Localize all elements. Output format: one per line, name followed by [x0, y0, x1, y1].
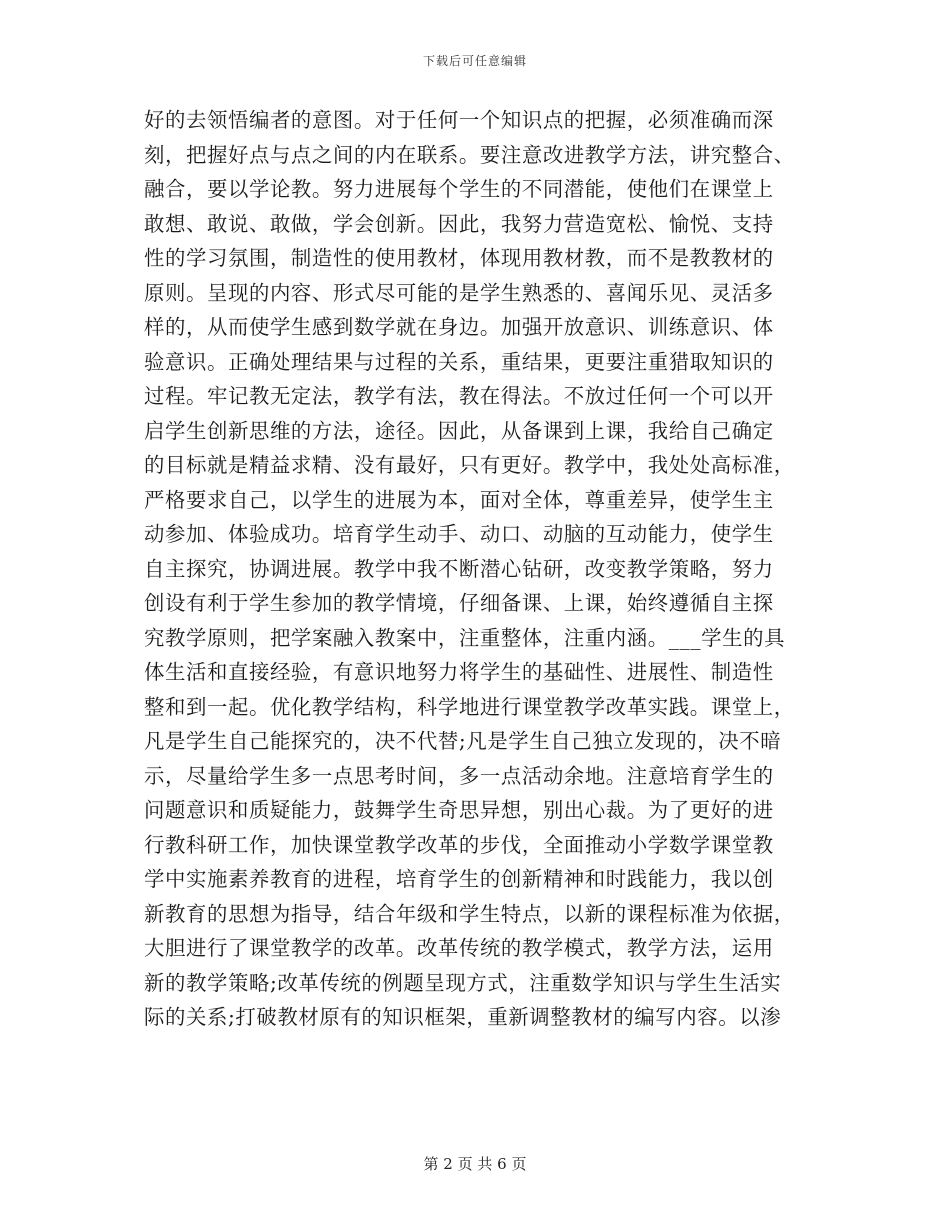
text-line: 新的教学策略;改革传统的例题呈现方式，注重数学知识与学生生活实: [144, 970, 782, 995]
body-text: [144, 103, 828, 1035]
text-line: 示，尽量给学生多一点思考时间，多一点活动余地。注意培育学生的: [144, 763, 774, 788]
text-line: 严格要求自己，以学生的进展为本，面对全体，尊重差异，使学生主: [144, 487, 774, 512]
text-line: 究教学原则，把学案融入教案中，注重整体，注重内涵。___学生的具: [144, 625, 786, 650]
text-line: 的目标就是精益求精、没有最好，只有更好。教学中，我处处高标准，: [144, 453, 795, 477]
text-line: 际的关系;打破教材原有的知识框架，重新调整教材的编写内容。以渗: [144, 1005, 782, 1029]
text-line: 性的学习氛围，制造性的使用教材，体现用教材教，而不是教教材的: [144, 246, 774, 270]
text-line: 学中实施素养教育的进程，培育学生的创新精神和时践能力，我以创: [144, 867, 774, 891]
text-line: 行教科研工作，加快课堂教学改革的步伐，全面推动小学数学课堂教: [144, 832, 774, 857]
text-line: 过程。牢记教无定法，教学有法，教在得法。不放过任何一个可以开: [144, 384, 774, 408]
text-line: 体生活和直接经验，有意识地努力将学生的基础性、进展性、制造性: [144, 660, 774, 684]
text-line: 自主探究，协调进展。教学中我不断潜心钻研，改变教学策略，努力: [144, 556, 774, 581]
text-line: 新教育的思想为指导，结合年级和学生特点，以新的课程标准为依据，: [144, 901, 795, 926]
text-line: 好的去领悟编者的意图。对于任何一个知识点的把握，必须准确而深: [144, 108, 774, 132]
text-line: 验意识。正确处理结果与过程的关系，重结果，更要注重猎取知识的: [144, 349, 774, 374]
text-line: 刻，把握好点与点之间的内在联系。要注意改进教学方法，讲究整合、: [144, 142, 795, 167]
page-header: 下载后可任意编辑: [422, 54, 527, 68]
text-line: 启学生创新思维的方法，途径。因此，从备课到上课，我给自己确定: [144, 418, 774, 443]
text-line: 大胆进行了课堂教学的改革。改革传统的教学模式，教学方法，运用: [144, 936, 774, 960]
text-line: 动参加、体验成功。培育学生动手、动口、动脑的互动能力，使学生: [144, 522, 774, 546]
text-line: 敢想、敢说、敢做，学会创新。因此，我努力营造宽松、愉悦、支持: [144, 211, 774, 236]
text-line: 创设有利于学生参加的教学情境，仔细备课、上课，始终遵循自主探: [144, 591, 774, 615]
page-number: 第 2 页 共 6 页: [423, 1155, 527, 1173]
text-line: 样的，从而使学生感到数学就在身边。加强开放意识、训练意识、体: [144, 315, 774, 339]
text-line: 问题意识和质疑能力，鼓舞学生奇思异想，别出心裁。为了更好的进: [144, 798, 774, 822]
text-line: 原则。呈现的内容、形式尽可能的是学生熟悉的、喜闻乐见、灵活多: [144, 280, 774, 305]
text-line: 融合，要以学论教。努力进展每个学生的不同潜能，使他们在课堂上: [144, 177, 774, 201]
text-line: 凡是学生自己能探究的，决不代替;凡是学生自己独立发现的，决不暗: [144, 729, 782, 753]
text-line: 整和到一起。优化教学结构，科学地进行课堂教学改革实践。课堂上，: [144, 694, 795, 719]
